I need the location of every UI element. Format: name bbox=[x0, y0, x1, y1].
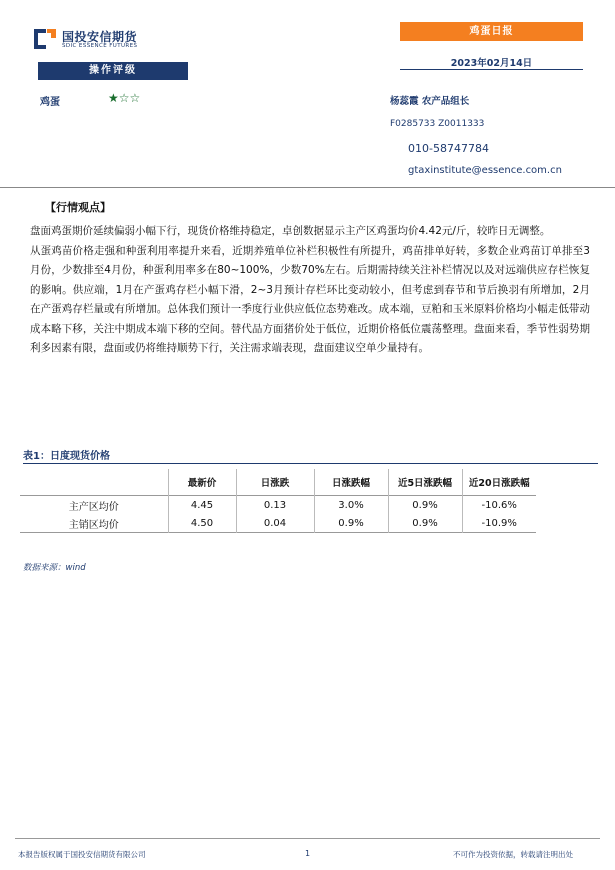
company-logo-icon bbox=[32, 27, 58, 51]
table-cell: 主产区均价 bbox=[20, 496, 168, 515]
rating-banner: 操作评级 bbox=[38, 62, 188, 80]
table-cell: 0.9% bbox=[388, 496, 462, 515]
table-header-cell: 最新价 bbox=[168, 469, 236, 496]
footer-disclaimer: 不可作为投资依据，转载请注明出处 bbox=[453, 850, 573, 859]
data-source-note: 数据来源：wind bbox=[23, 563, 86, 573]
table-cell: 4.50 bbox=[168, 514, 236, 533]
table-title: 表1：日度现货价格 bbox=[23, 451, 110, 462]
logo-company-name: 国投安信期货 bbox=[62, 30, 138, 44]
table-cell: 0.9% bbox=[388, 514, 462, 533]
table-cell: 4.45 bbox=[168, 496, 236, 515]
footer-divider bbox=[15, 838, 600, 839]
analyst-license: F0285733 Z0011333 bbox=[390, 119, 485, 129]
section-title: 【行情观点】 bbox=[45, 201, 111, 214]
table-cell: 0.9% bbox=[314, 514, 388, 533]
rating-stars: ★☆☆ bbox=[108, 91, 141, 105]
header-bottom-divider bbox=[0, 187, 615, 188]
table-row bbox=[20, 496, 536, 515]
page-number: 1 bbox=[305, 849, 311, 858]
spot-price-table bbox=[20, 469, 536, 533]
table-cell: -10.6% bbox=[481, 499, 517, 511]
report-date: 2023年02月14日 bbox=[450, 58, 533, 69]
table-cell: 0.04 bbox=[236, 514, 314, 533]
table-header-cell: 日涨跌 bbox=[236, 469, 314, 496]
report-type-banner: 鸡蛋日报 bbox=[400, 22, 583, 41]
analyst-email[interactable]: gtaxinstitute@essence.com.cn bbox=[408, 165, 562, 176]
table-row bbox=[20, 514, 536, 533]
table-header-cell: 近20日涨跌幅 bbox=[468, 478, 530, 489]
table-header-cell bbox=[20, 469, 168, 496]
analyst-name: 杨蕊霞 农产品组长 bbox=[390, 96, 470, 107]
table-title-divider bbox=[23, 463, 598, 464]
analyst-phone: 010-58747784 bbox=[408, 142, 489, 155]
table-header-cell: 日涨跌幅 bbox=[314, 469, 388, 496]
table-header-cell: 近5日涨跌幅 bbox=[388, 469, 462, 496]
table-cell: -10.9% bbox=[481, 517, 517, 529]
market-view-body bbox=[30, 222, 590, 359]
logo-company-name-en: SDIC ESSENCE FUTURES bbox=[62, 43, 138, 49]
table-cell: 3.0% bbox=[314, 496, 388, 515]
commodity-name: 鸡蛋 bbox=[40, 97, 60, 108]
header-divider bbox=[400, 69, 583, 70]
footer-copyright: 本报告版权属于国投安信期货有限公司 bbox=[18, 850, 146, 859]
table-header-row bbox=[20, 469, 536, 496]
table-cell: 主销区均价 bbox=[20, 514, 168, 533]
paragraph: 盘面鸡蛋期价延续偏弱小幅下行，现货价格维持稳定，卓创数据显示主产区鸡蛋均价4.42元/斤，较昨日无调整。 bbox=[30, 225, 551, 237]
table-cell: 0.13 bbox=[236, 496, 314, 515]
paragraph: 从蛋鸡苗价格走强和种蛋利用率提升来看，近期养殖单位补栏积极性有所提升，鸡苗排单好转，多数企业鸡苗订单排至3月份，少数排至4月份，种蛋利用率多在80~100%，少数70%左右。后期需持续关注补栏情况以及对远端供应存栏恢复的影响。供应端，1月在产蛋鸡存栏小幅下滑，2~3月预计存栏环比变动较小，但考虑到春节和节后换羽有所增加，2月在产蛋鸡存栏量或有所增加。总体我们预计一季度行业供应低位态势难改。成本端，豆粕和玉米原料价格均小幅走低带动成本略下移，关注中期成本端下移的空间。替代品方面猪价处于低位，近期价格低位震荡整理。盘面来看，季节性弱势期利多因素有限，盘面或仍将维持顺势下行，关注需求端表现，盘面建议空单少量持有。 bbox=[30, 244, 590, 354]
